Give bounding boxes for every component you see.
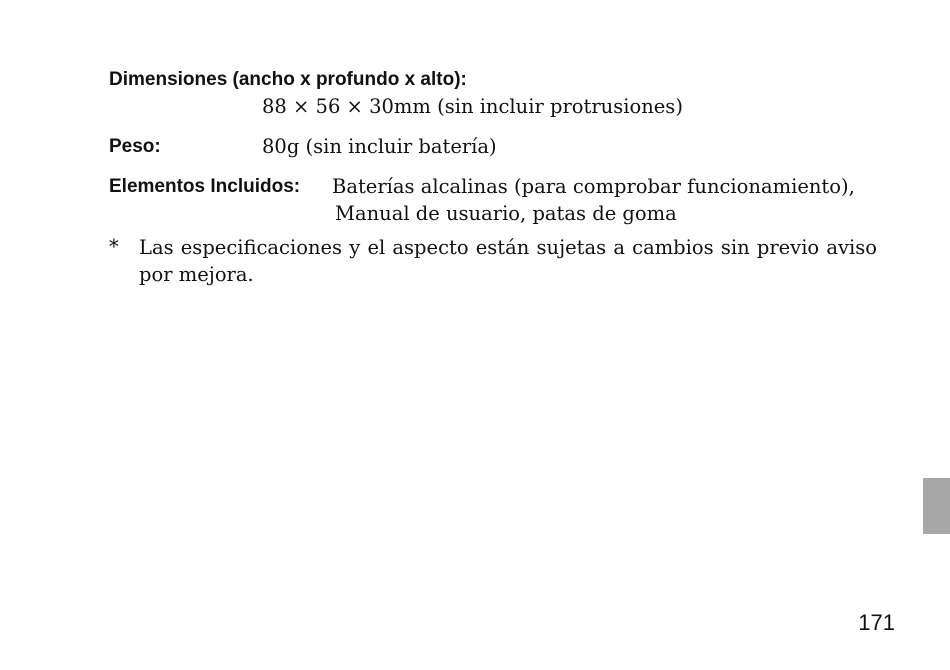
section-tab-marker xyxy=(923,478,950,534)
page-number: 171 xyxy=(858,610,895,635)
weight-value: 80g (sin incluir batería) xyxy=(262,135,497,158)
included-value-line1: Baterías alcalinas (para comprobar funcionamiento), xyxy=(332,175,855,198)
dimensions-label: Dimensiones (ancho x profundo x alto): xyxy=(109,69,467,90)
included-label: Elementos Incluidos: xyxy=(109,176,301,197)
footnote-marker: * xyxy=(109,235,119,258)
footnote-text: Las especificaciones y el aspecto están sujetas a cambios sin previo aviso por mejora. xyxy=(139,236,877,286)
included-value-line2: Manual de usuario, patas de goma xyxy=(335,202,677,225)
weight-label: Peso: xyxy=(109,136,161,157)
dimensions-value: 88 × 56 × 30mm (sin incluir protrusiones) xyxy=(262,95,683,118)
